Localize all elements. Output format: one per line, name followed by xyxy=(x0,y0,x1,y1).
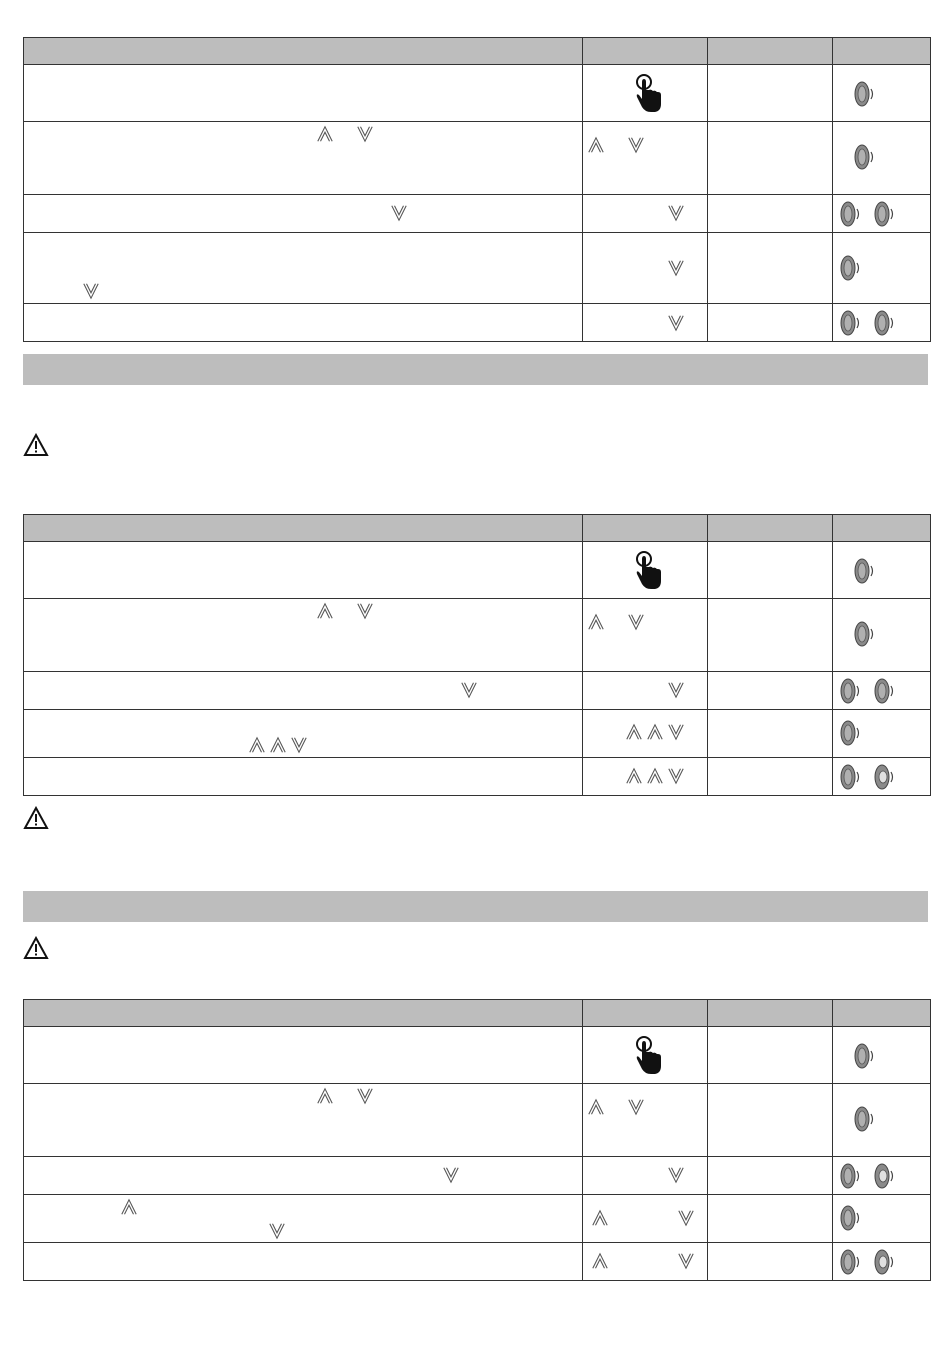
table-row xyxy=(24,672,931,710)
display-cell xyxy=(708,304,833,342)
table-row xyxy=(24,1195,931,1243)
signal-cell xyxy=(833,1243,931,1281)
display-cell xyxy=(708,1027,833,1084)
display-cell xyxy=(708,599,833,672)
warning-triangle-icon xyxy=(23,806,49,830)
section-heading-bar xyxy=(23,354,928,385)
step-cell xyxy=(24,65,583,122)
up-arrow-icon xyxy=(591,1209,609,1227)
down-arrow-icon xyxy=(442,1166,460,1184)
up-arrow-icon xyxy=(625,767,643,785)
signal-cell xyxy=(833,1084,931,1157)
table-row xyxy=(24,542,931,599)
table-row xyxy=(24,758,931,796)
signal-cell xyxy=(833,542,931,599)
speaker-beep-icon xyxy=(853,1104,877,1134)
up-arrow-icon xyxy=(120,1198,138,1216)
down-arrow-icon xyxy=(627,1098,645,1116)
action-cell xyxy=(583,233,708,304)
display-cell xyxy=(708,672,833,710)
speaker-beep-icon xyxy=(873,308,897,338)
table-row xyxy=(24,233,931,304)
signal-cell xyxy=(833,710,931,758)
down-arrow-icon xyxy=(356,1087,374,1105)
table-row xyxy=(24,195,931,233)
table-row xyxy=(24,1243,931,1281)
action-cell xyxy=(583,542,708,599)
up-arrow-icon xyxy=(316,1087,334,1105)
speaker-beep-lit-icon xyxy=(873,762,897,792)
down-arrow-icon xyxy=(667,204,685,222)
speaker-beep-icon xyxy=(853,142,877,172)
action-cell xyxy=(583,672,708,710)
up-arrow-icon xyxy=(316,125,334,143)
speaker-beep-icon xyxy=(839,1247,863,1277)
down-arrow-icon xyxy=(290,736,308,754)
speaker-beep-icon xyxy=(839,1161,863,1191)
step-cell xyxy=(24,122,583,195)
table-row xyxy=(24,710,931,758)
down-arrow-icon xyxy=(667,767,685,785)
down-arrow-icon xyxy=(677,1209,695,1227)
action-cell xyxy=(583,710,708,758)
speaker-beep-icon xyxy=(873,199,897,229)
signal-cell xyxy=(833,304,931,342)
table-header xyxy=(24,1000,931,1027)
speaker-beep-icon xyxy=(839,762,863,792)
speaker-beep-icon xyxy=(853,619,877,649)
speaker-beep-icon xyxy=(839,199,863,229)
speaker-beep-icon xyxy=(839,308,863,338)
header-cell-step xyxy=(24,38,583,65)
up-arrow-icon xyxy=(587,136,605,154)
action-cell xyxy=(583,122,708,195)
down-arrow-icon xyxy=(627,613,645,631)
signal-cell xyxy=(833,758,931,796)
up-arrow-icon xyxy=(316,602,334,620)
speaker-beep-icon xyxy=(839,718,863,748)
down-arrow-icon xyxy=(667,1166,685,1184)
down-arrow-icon xyxy=(667,314,685,332)
signal-cell xyxy=(833,195,931,233)
section-heading-bar xyxy=(23,891,928,922)
table-row xyxy=(24,1084,931,1157)
table-row xyxy=(24,122,931,195)
step-cell xyxy=(24,672,583,710)
speaker-beep-icon xyxy=(839,676,863,706)
display-cell xyxy=(708,710,833,758)
speaker-beep-icon xyxy=(839,1203,863,1233)
down-arrow-icon xyxy=(460,681,478,699)
step-cell xyxy=(24,1084,583,1157)
action-cell xyxy=(583,1243,708,1281)
table-row xyxy=(24,1157,931,1195)
step-cell xyxy=(24,233,583,304)
table-row xyxy=(24,1027,931,1084)
up-arrow-icon xyxy=(587,1098,605,1116)
action-cell xyxy=(583,195,708,233)
header-cell-action xyxy=(583,38,708,65)
step-cell xyxy=(24,195,583,233)
display-cell xyxy=(708,122,833,195)
display-cell xyxy=(708,1243,833,1281)
header-cell-display xyxy=(708,38,833,65)
display-cell xyxy=(708,1195,833,1243)
down-arrow-icon xyxy=(356,125,374,143)
up-arrow-icon xyxy=(269,736,287,754)
action-cell xyxy=(583,65,708,122)
table-row xyxy=(24,65,931,122)
header-cell-display xyxy=(708,1000,833,1027)
steps-table-3 xyxy=(23,999,931,1281)
action-cell xyxy=(583,304,708,342)
table-header xyxy=(24,38,931,65)
display-cell xyxy=(708,65,833,122)
action-cell xyxy=(583,758,708,796)
display-cell xyxy=(708,1157,833,1195)
speaker-beep-icon xyxy=(873,676,897,706)
table-row xyxy=(24,599,931,672)
signal-cell xyxy=(833,122,931,195)
up-arrow-icon xyxy=(646,767,664,785)
warning-triangle-icon xyxy=(23,433,49,457)
down-arrow-icon xyxy=(667,723,685,741)
display-cell xyxy=(708,758,833,796)
speaker-beep-lit-icon xyxy=(873,1247,897,1277)
down-arrow-icon xyxy=(356,602,374,620)
up-arrow-icon xyxy=(248,736,266,754)
header-cell-action xyxy=(583,1000,708,1027)
steps-table-2 xyxy=(23,514,931,796)
down-arrow-icon xyxy=(677,1252,695,1270)
action-cell xyxy=(583,1084,708,1157)
display-cell xyxy=(708,542,833,599)
down-arrow-icon xyxy=(667,681,685,699)
up-arrow-icon xyxy=(591,1252,609,1270)
signal-cell xyxy=(833,1195,931,1243)
up-arrow-icon xyxy=(646,723,664,741)
display-cell xyxy=(708,233,833,304)
up-arrow-icon xyxy=(587,613,605,631)
speaker-beep-icon xyxy=(853,556,877,586)
signal-cell xyxy=(833,65,931,122)
step-cell xyxy=(24,542,583,599)
action-cell xyxy=(583,1027,708,1084)
action-cell xyxy=(583,1195,708,1243)
step-cell xyxy=(24,1195,583,1243)
step-cell xyxy=(24,1157,583,1195)
steps-table-1 xyxy=(23,37,931,342)
header-cell-step xyxy=(24,515,583,542)
display-cell xyxy=(708,195,833,233)
down-arrow-icon xyxy=(667,259,685,277)
header-cell-signal xyxy=(833,515,931,542)
down-arrow-icon xyxy=(390,204,408,222)
action-cell xyxy=(583,1157,708,1195)
signal-cell xyxy=(833,599,931,672)
speaker-beep-icon xyxy=(853,1041,877,1071)
speaker-beep-lit-icon xyxy=(873,1161,897,1191)
step-cell xyxy=(24,1243,583,1281)
header-cell-signal xyxy=(833,38,931,65)
up-arrow-icon xyxy=(625,723,643,741)
speaker-beep-icon xyxy=(853,79,877,109)
signal-cell xyxy=(833,1157,931,1195)
table-row xyxy=(24,304,931,342)
step-cell xyxy=(24,1027,583,1084)
touch-hand-icon xyxy=(633,1035,663,1075)
warning-triangle-icon xyxy=(23,936,49,960)
signal-cell xyxy=(833,672,931,710)
action-cell xyxy=(583,599,708,672)
display-cell xyxy=(708,1084,833,1157)
touch-hand-icon xyxy=(633,73,663,113)
step-cell xyxy=(24,710,583,758)
speaker-beep-icon xyxy=(839,253,863,283)
header-cell-action xyxy=(583,515,708,542)
step-cell xyxy=(24,758,583,796)
table-header xyxy=(24,515,931,542)
header-cell-signal xyxy=(833,1000,931,1027)
down-arrow-icon xyxy=(627,136,645,154)
header-cell-display xyxy=(708,515,833,542)
signal-cell xyxy=(833,233,931,304)
down-arrow-icon xyxy=(268,1222,286,1240)
signal-cell xyxy=(833,1027,931,1084)
down-arrow-icon xyxy=(82,282,100,300)
step-cell xyxy=(24,304,583,342)
touch-hand-icon xyxy=(633,550,663,590)
header-cell-step xyxy=(24,1000,583,1027)
step-cell xyxy=(24,599,583,672)
